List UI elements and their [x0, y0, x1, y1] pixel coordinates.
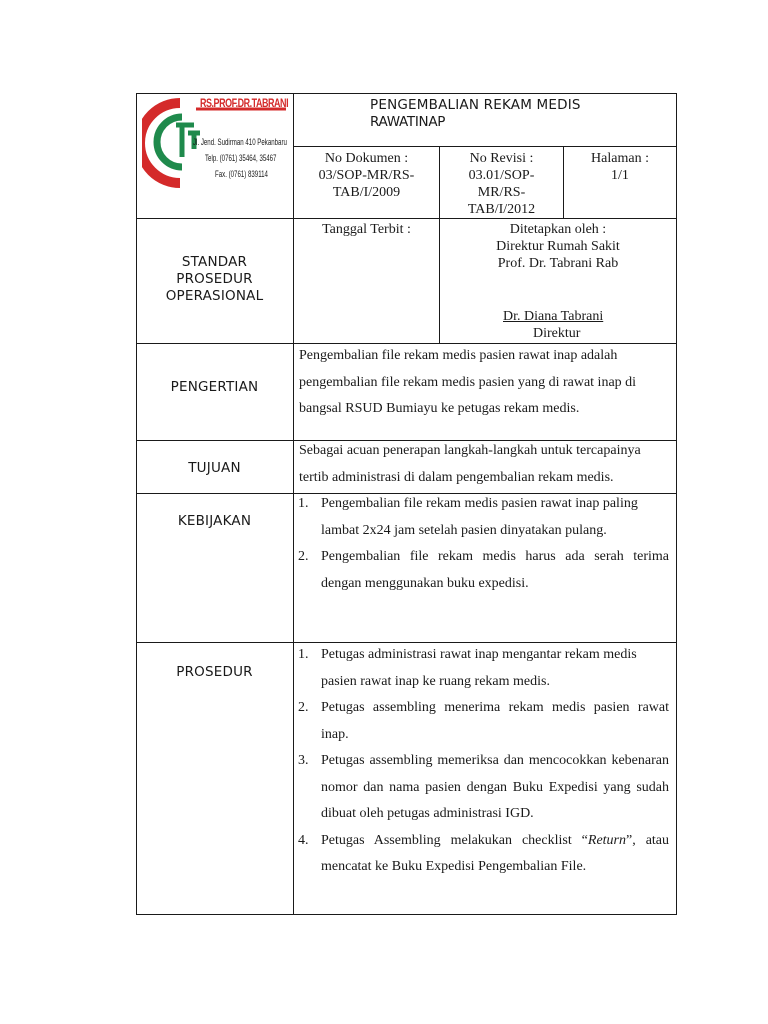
halaman-label: Halaman :: [591, 151, 649, 166]
table-divider-title: [293, 146, 677, 147]
pengertian-label: PENGERTIAN: [170, 379, 259, 395]
table-border-right: [676, 93, 677, 915]
table-border-top: [136, 93, 677, 94]
no-dokumen-value-line2: TAB/I/2009: [332, 185, 401, 200]
prosedur-label: PROSEDUR: [176, 664, 253, 680]
no-revisi-value-line1: 03.01/SOP-: [468, 168, 535, 183]
no-revisi-value-line2: MR/RS-: [477, 185, 526, 200]
list-item: 1. Petugas administrasi rawat inap mengantar rekam medis pasien rawat inap ke ruang rekam medis.: [298, 647, 637, 689]
ditetapkan-cell: [440, 221, 676, 272]
sop-label-line3: OPERASIONAL: [165, 288, 264, 304]
no-dokumen-label: No Dokumen :: [324, 151, 409, 166]
ditetapkan-label: Ditetapkan oleh :: [509, 222, 607, 237]
table-divider-label-column: [293, 93, 294, 915]
hospital-phone: Telp. (0761) 35464, 35467: [205, 153, 277, 163]
ditetapkan-line1: Direktur Rumah Sakit: [496, 239, 620, 254]
tanggal-terbit-label: Tanggal Terbit :: [322, 222, 411, 237]
sop-label-line2: PROSEDUR: [176, 271, 253, 287]
sop-label-line1: STANDAR: [181, 254, 248, 270]
kebijakan-list: [296, 491, 669, 597]
hospital-name: RS.PROF.DR.TABRANI: [200, 98, 289, 110]
hospital-fax: Fax. (0761) 839114: [215, 169, 268, 179]
list-item: 4. Petugas Assembling melakukan checklist “Return”, atau mencatat ke Buku Expedisi Pengembalian File.: [298, 832, 670, 874]
tujuan-text: Sebagai acuan penerapan langkah-langkah untuk tercapainya tertib administrasi di dalam pengembalian rekam medis.: [299, 443, 641, 485]
table-border-left: [136, 93, 137, 915]
halaman-cell: [564, 150, 676, 184]
pengertian-text: Pengembalian file rekam medis pasien rawat inap adalah pengembalian file rekam medis pasien yang di rawat inap di bangsal RSUD Bumiayu ke petugas rekam medis.: [299, 348, 637, 416]
list-item: 2. Pengembalian file rekam medis harus ada serah terima dengan menggunakan buku expedisi.: [298, 549, 669, 591]
document-title-line1: PENGEMBALIAN REKAM MEDIS: [370, 97, 581, 113]
hospital-address: Jl. Jend. Sudirman 410 Pekanbaru: [193, 137, 287, 147]
signer-name: Dr. Diana Tabrani: [503, 309, 604, 324]
list-item: 2. Petugas assembling menerima rekam medis pasien rawat inap.: [298, 700, 669, 742]
halaman-value: 1/1: [611, 168, 629, 183]
sop-document: [136, 93, 677, 915]
sop-label: [136, 254, 293, 305]
no-dokumen-cell: [294, 150, 439, 201]
no-revisi-cell: [440, 150, 563, 218]
kebijakan-label: KEBIJAKAN: [177, 513, 252, 529]
no-revisi-value-line3: TAB/I/2012: [467, 202, 536, 217]
hospital-logo: [142, 97, 288, 189]
table-border-bottom: [136, 914, 677, 915]
no-dokumen-value-line1: 03/SOP-MR/RS-: [318, 168, 415, 183]
document-title-line2: RAWATINAP: [370, 114, 446, 130]
signer-block: [440, 308, 676, 342]
prosedur-list: [296, 642, 669, 881]
no-revisi-label: No Revisi :: [469, 151, 534, 166]
tujuan-label: TUJUAN: [188, 460, 241, 476]
document-title: [370, 97, 670, 131]
list-item: 1. Pengembalian file rekam medis pasien rawat inap paling lambat 2x24 jam setelah pasien dinyatakan pulang.: [298, 496, 638, 538]
signer-title: Direktur: [533, 326, 581, 341]
ditetapkan-line2: Prof. Dr. Tabrani Rab: [497, 256, 619, 271]
list-item: 3. Petugas assembling memeriksa dan mencocokkan kebenaran nomor dan nama pasien dengan Buku Expedisi yang sudah dibuat oleh petugas administrasi IGD.: [298, 753, 669, 821]
table-divider-logo: [136, 218, 677, 219]
